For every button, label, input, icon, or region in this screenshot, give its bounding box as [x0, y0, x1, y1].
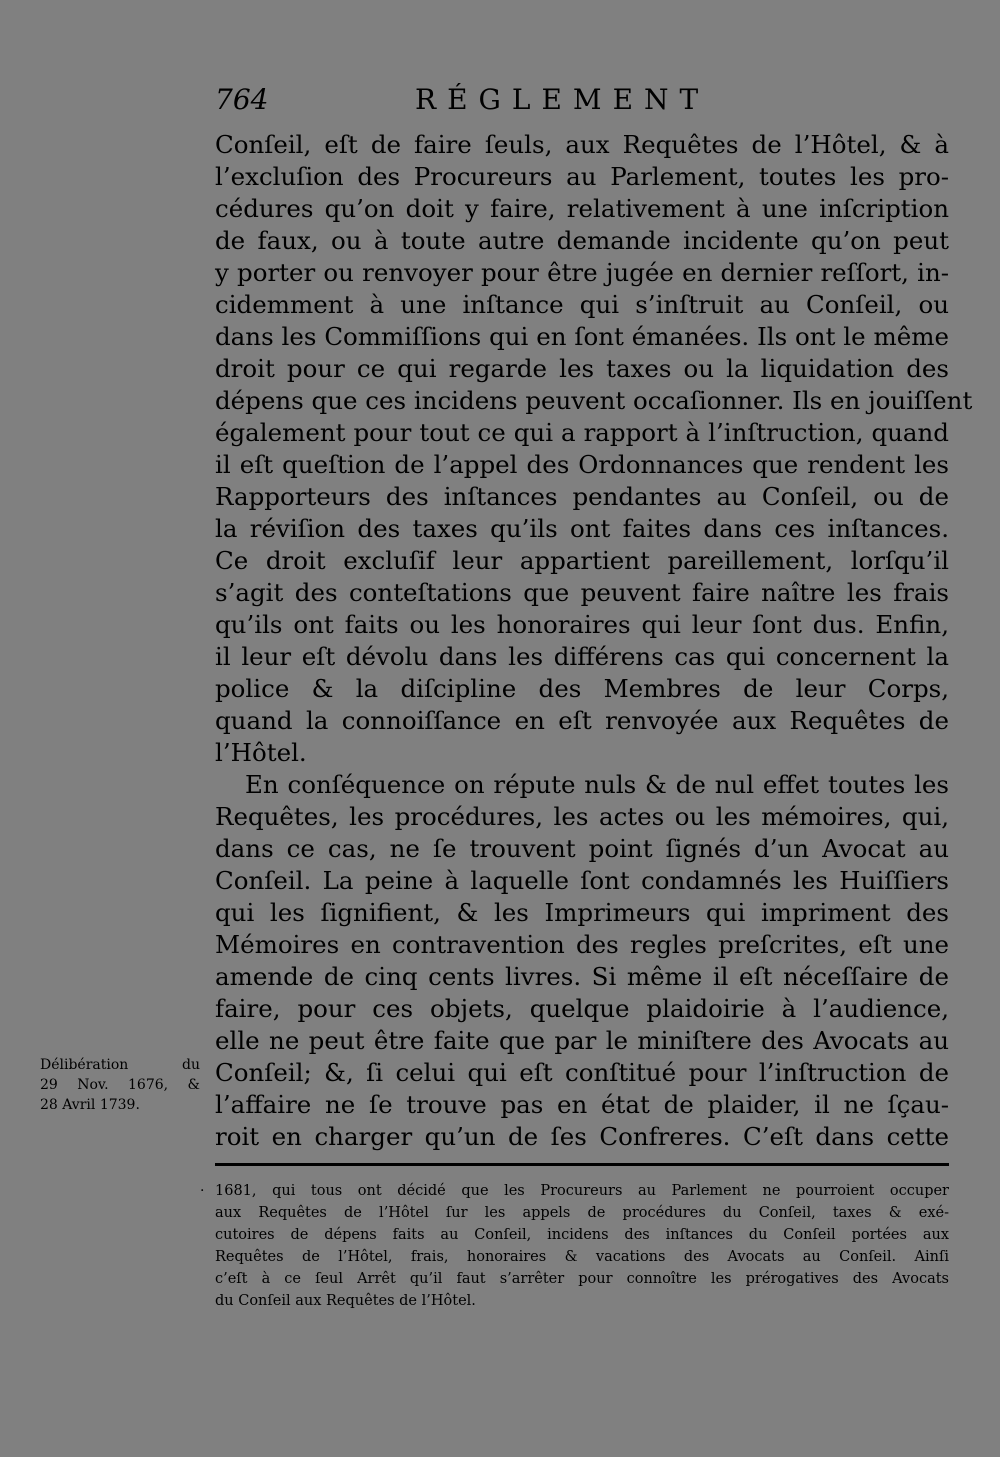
body-line: qu’ils ont faits ou les honoraires qui leur ſont dus. Enfin,	[215, 610, 949, 639]
body-line: En conſéquence on répute nuls & de nul effet toutes les	[245, 770, 949, 799]
body-line: cidemment à une inſtance qui s’inſtruit au Conſeil, ou	[215, 290, 949, 319]
footnote-line: Requêtes de l’Hôtel, frais, honoraires & vacations des Avocats au Conſeil. Ainſi	[215, 1249, 949, 1265]
body-line: dans les Commiſſions qui en ſont émanées. Ils ont le même	[215, 322, 949, 351]
body-line: également pour tout ce qui a rapport à l’inſtruction, quand	[215, 418, 949, 447]
footnote-marker: ·	[200, 1183, 205, 1199]
body-line: l’Hôtel.	[215, 738, 307, 767]
body-line: Rapporteurs des inſtances pendantes au Conſeil, ou de	[215, 482, 949, 511]
body-line: Conſeil. La peine à laquelle ſont condamnés les Huiſſiers	[215, 866, 949, 895]
body-line: droit pour ce qui regarde les taxes ou la liquidation des	[215, 354, 949, 383]
body-line: il eſt queſtion de l’appel des Ordonnances que rendent les	[215, 450, 949, 479]
footnote-line: cutoires de dépens faits au Conſeil, incidens des inſtances du Conſeil portées aux	[215, 1227, 949, 1243]
body-line: cédures qu’on doit y faire, relativement à une inſcription	[215, 194, 949, 223]
body-line: Requêtes, les procédures, les actes ou les mémoires, qui,	[215, 802, 949, 831]
body-line: y porter ou renvoyer pour être jugée en dernier reſſort, in-	[215, 258, 949, 287]
body-line: il leur eſt dévolu dans les différens cas qui concernent la	[215, 642, 949, 671]
footnote-rule	[215, 1163, 949, 1166]
margin-note	[40, 1055, 200, 1115]
body-line: quand la connoiſſance en eſt renvoyée aux Requêtes de	[215, 706, 949, 735]
margin-note-line: 28 Avril 1739.	[40, 1097, 140, 1113]
body-line: roit en charger qu’un de ſes Confreres. C’eſt dans cette	[215, 1122, 949, 1151]
body-line: Mémoires en contravention des regles preſcrites, eſt une	[215, 930, 949, 959]
page-number: 764	[215, 83, 269, 116]
footnote-line: c’eſt à ce ſeul Arrêt qu’il faut s’arrêter pour connoître les prérogatives des Avocats	[215, 1271, 949, 1287]
body-line: amende de cinq cents livres. Si même il eſt néceſſaire de	[215, 962, 949, 991]
body-line: qui les ſignifient, & les Imprimeurs qui impriment des	[215, 898, 949, 927]
body-line: Conſeil, eſt de faire ſeuls, aux Requêtes de l’Hôtel, & à	[215, 130, 949, 159]
body-line: l’affaire ne ſe trouve pas en état de plaider, il ne ſçau-	[215, 1090, 949, 1119]
footnote-line: du Conſeil aux Requêtes de l’Hôtel.	[215, 1293, 476, 1309]
body-line: police & la diſcipline des Membres de leur Corps,	[215, 674, 949, 703]
running-title: RÉGLEMENT	[415, 83, 710, 116]
body-line: de faux, ou à toute autre demande incidente qu’on peut	[215, 226, 949, 255]
body-line: faire, pour ces objets, quelque plaidoirie à l’audience,	[215, 994, 949, 1023]
body-line: s’agit des conteſtations que peuvent faire naître les frais	[215, 578, 949, 607]
body-line: la réviſion des taxes qu’ils ont faites dans ces inſtances.	[215, 514, 949, 543]
body-line: l’excluſion des Procureurs au Parlement, toutes les pro-	[215, 162, 949, 191]
margin-note-line: Délibération du	[40, 1057, 200, 1073]
body-line: dépens que ces incidens peuvent occaſionner. Ils en jouiſſent	[215, 386, 973, 415]
body-line: Ce droit excluſif leur appartient pareillement, lorſqu’il	[215, 546, 949, 575]
footnote-line: aux Requêtes de l’Hôtel ſur les appels de procédures du Conſeil, taxes & exé-	[215, 1205, 949, 1221]
margin-note-line: 29 Nov. 1676, &	[40, 1077, 200, 1093]
body-line: Conſeil; &, ſi celui qui eſt conſtitué pour l’inſtruction de	[215, 1058, 949, 1087]
body-line: elle ne peut être faite que par le miniſtere des Avocats au	[215, 1026, 949, 1055]
body-line: dans ce cas, ne ſe trouvent point ſignés d’un Avocat au	[215, 834, 949, 863]
footnote-line: 1681, qui tous ont décidé que les Procureurs au Parlement ne pourroient occuper	[215, 1183, 949, 1199]
